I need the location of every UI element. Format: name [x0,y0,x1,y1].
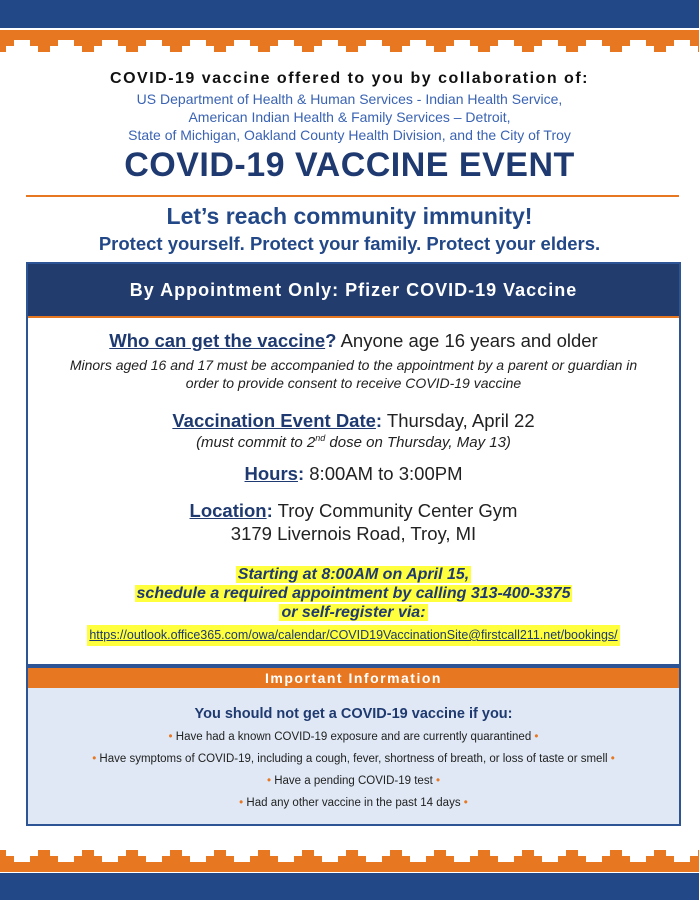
slogan-subline: Protect yourself. Protect your family. Protect your elders. [98,233,601,254]
commit-pre: (must commit to 2 [196,434,316,451]
cta-line-3: or self-register via: [281,604,426,621]
appointment-content [28,330,679,646]
bullet-icon: • [267,775,272,787]
cta-line-2: schedule a required appointment by calling 313-400-3375 [136,585,571,602]
slogan [0,203,699,255]
minors-note: Minors aged 16 and 17 must be accompanied to the appointment by a parent or guardian in order to provide consent to receive COVID-19 vaccine [69,357,638,391]
location [28,499,679,545]
bullet-icon: • [168,731,173,743]
hours-label: Hours [244,463,298,484]
org-line-3: State of Michigan, Oakland County Health Division, and the City of Troy [128,127,571,143]
eligibility-mark: ? [325,330,337,351]
organizations [0,90,699,144]
list-item: • Have a pending COVID-19 test • [267,775,440,787]
event-date-colon: : [375,410,383,431]
orange-divider [26,195,679,197]
header [0,70,699,185]
cta-line-1: Starting at 8:00AM on April 15, [237,566,470,583]
bullet-icon: • [610,753,615,765]
eligibility-label: Who can get the vaccine [109,330,326,351]
eligibility-value: Anyone age 16 years and older [336,330,598,351]
bottom-blue-band [0,873,699,900]
hours-value: 8:00AM to 3:00PM [304,463,463,484]
location-name: Troy Community Center Gym [272,500,518,521]
location-colon: : [266,500,273,521]
bullet-icon: • [534,731,539,743]
appointment-box [26,262,681,666]
event-title: COVID-19 VACCINE EVENT [124,146,575,184]
appointment-heading: By Appointment Only: Pfizer COVID-19 Vaccine [28,264,679,318]
bullet-icon: • [92,753,97,765]
event-date-value: Thursday, April 22 [382,410,535,431]
commit-post: dose on Thursday, May 13) [325,434,511,451]
hours-colon: : [297,463,305,484]
top-blue-band [0,0,699,28]
contraindications-list [28,726,679,814]
list-item: • Have symptoms of COVID-19, including a cough, fever, shortness of breath, or loss of taste or smell • [92,753,615,765]
bottom-orange-pattern [0,850,699,872]
bullet-icon: • [435,775,440,787]
important-info-box [26,666,681,826]
event-date-label: Vaccination Event Date [172,410,376,431]
bullet-icon: • [463,797,468,809]
second-dose-note [28,433,679,451]
eligibility [28,330,679,352]
collaboration-intro: COVID-19 vaccine offered to you by collaboration of: [110,70,589,87]
slogan-headline: Let’s reach community immunity! [166,203,533,229]
location-address: 3179 Livernois Road, Troy, MI [230,523,477,544]
org-line-2: American Indian Health & Family Services – Detroit, [188,109,511,125]
org-line-1: US Department of Health & Human Services - Indian Health Service, [136,91,563,107]
event-date [28,410,679,432]
registration-callout [28,565,679,646]
location-label: Location [189,500,267,521]
important-info-heading: Important Information [28,668,679,688]
bullet-icon: • [239,797,244,809]
list-item: • Had any other vaccine in the past 14 days • [239,797,468,809]
commit-sup: nd [315,433,326,443]
contraindications-title: You should not get a COVID-19 vaccine if you: [194,706,513,722]
hours [28,463,679,485]
top-orange-pattern [0,30,699,52]
registration-link[interactable]: https://outlook.office365.com/owa/calendar/COVID19VaccinationSite@firstcall211.net/bookings/ [87,625,619,646]
list-item: • Have had a known COVID-19 exposure and are currently quarantined • [168,731,539,743]
